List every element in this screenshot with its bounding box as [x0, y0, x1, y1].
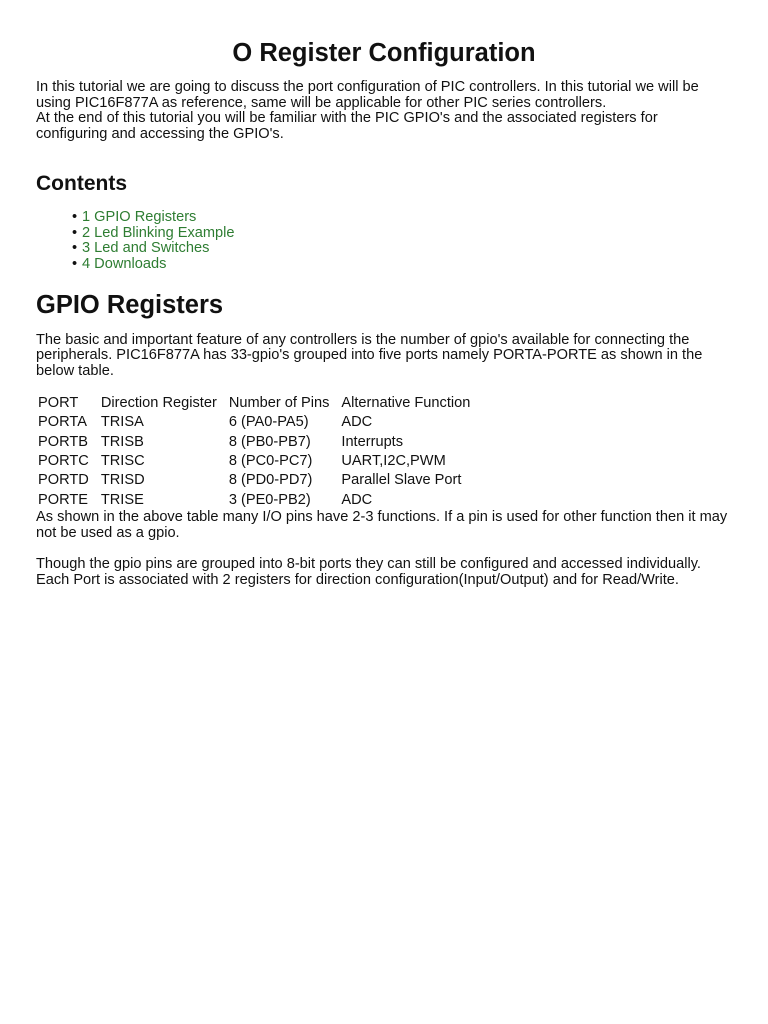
table-cell: 6 (PA0-PA5): [228, 414, 309, 431]
toc-link-gpio-registers[interactable]: 1 GPIO Registers: [82, 208, 197, 225]
toc-item: [72, 241, 732, 257]
table-cell: TRISD: [100, 472, 145, 489]
contents-heading: Contents: [36, 171, 127, 195]
toc-link-led-blinking-example[interactable]: 2 Led Blinking Example: [82, 224, 235, 241]
column-header-alternative-function: Alternative Function: [341, 394, 471, 411]
bullet-icon: •: [72, 255, 78, 272]
toc-link-downloads[interactable]: 4 Downloads: [82, 255, 167, 272]
table-cell: PORTE: [38, 491, 89, 508]
table-cell: 8 (PC0-PC7): [228, 452, 313, 469]
table-cell: PORTC: [38, 452, 89, 469]
table-cell: Interrupts: [341, 433, 404, 450]
column-header-direction-register: Direction Register: [100, 394, 217, 411]
table-row: [36, 491, 480, 510]
table-cell: ADC: [341, 414, 373, 431]
table-cell: PORTB: [38, 433, 89, 450]
table-cell: UART,I2C,PWM: [341, 452, 446, 469]
table-row: [36, 413, 480, 432]
toc-item: [72, 210, 732, 226]
table-cell: TRISB: [100, 433, 144, 450]
toc-link-led-and-switches[interactable]: 3 Led and Switches: [82, 240, 210, 257]
toc-item: [72, 226, 732, 242]
column-header-number-of-pins: Number of Pins: [228, 394, 330, 411]
intro-paragraph-2: At the end of this tutorial you will be familiar with the PIC GPIO's and the associated registers for configuring and accessing the GPIO's.: [36, 110, 658, 143]
table-cell: PORTA: [38, 414, 87, 431]
bullet-icon: •: [72, 224, 78, 241]
toc-item: [72, 257, 732, 273]
table-cell: 8 (PD0-PD7): [228, 472, 313, 489]
table-cell: TRISE: [100, 491, 144, 508]
section-heading-gpio-registers: GPIO Registers: [36, 290, 224, 319]
page-title: O Register Configuration: [232, 39, 536, 67]
table-row: [36, 452, 480, 471]
after-table-paragraph: As shown in the above table many I/O pins have 2-3 functions. If a pin is used for other function then it may not be used as a gpio.: [36, 509, 728, 541]
table-cell: 8 (PB0-PB7): [228, 433, 311, 450]
column-header-port: PORT: [38, 394, 79, 411]
table-of-contents: [36, 210, 732, 273]
table-cell: TRISA: [100, 414, 144, 431]
table-cell: Parallel Slave Port: [341, 472, 462, 489]
bullet-icon: •: [72, 240, 78, 257]
port-table: [36, 394, 480, 510]
closing-paragraph-1: Though the gpio pins are grouped into 8-bit ports they can still be configured and accessed individually.: [36, 556, 701, 573]
table-cell: 3 (PE0-PB2): [228, 491, 311, 508]
table-row: [36, 433, 480, 452]
table-row: [36, 471, 480, 490]
intro-paragraph-1: In this tutorial we are going to discuss the port configuration of PIC controllers. In this tutorial we will be using PIC16F877A as reference, same will be applicable for other PIC series controllers.: [36, 79, 699, 111]
table-cell: PORTD: [38, 472, 89, 489]
table-cell: TRISC: [100, 452, 145, 469]
bullet-icon: •: [72, 208, 78, 225]
table-cell: ADC: [341, 491, 373, 508]
gpio-intro-paragraph: The basic and important feature of any controllers is the number of gpio's available for connecting the peripherals. PIC16F877A has 33-gpio's grouped into five ports namely PORTA-PORTE as shown in the below table.: [36, 331, 703, 380]
closing-paragraph-2: Each Port is associated with 2 registers for direction configuration(Input/Output) and for Read/Write.: [36, 571, 679, 588]
table-header-row: [36, 394, 480, 413]
